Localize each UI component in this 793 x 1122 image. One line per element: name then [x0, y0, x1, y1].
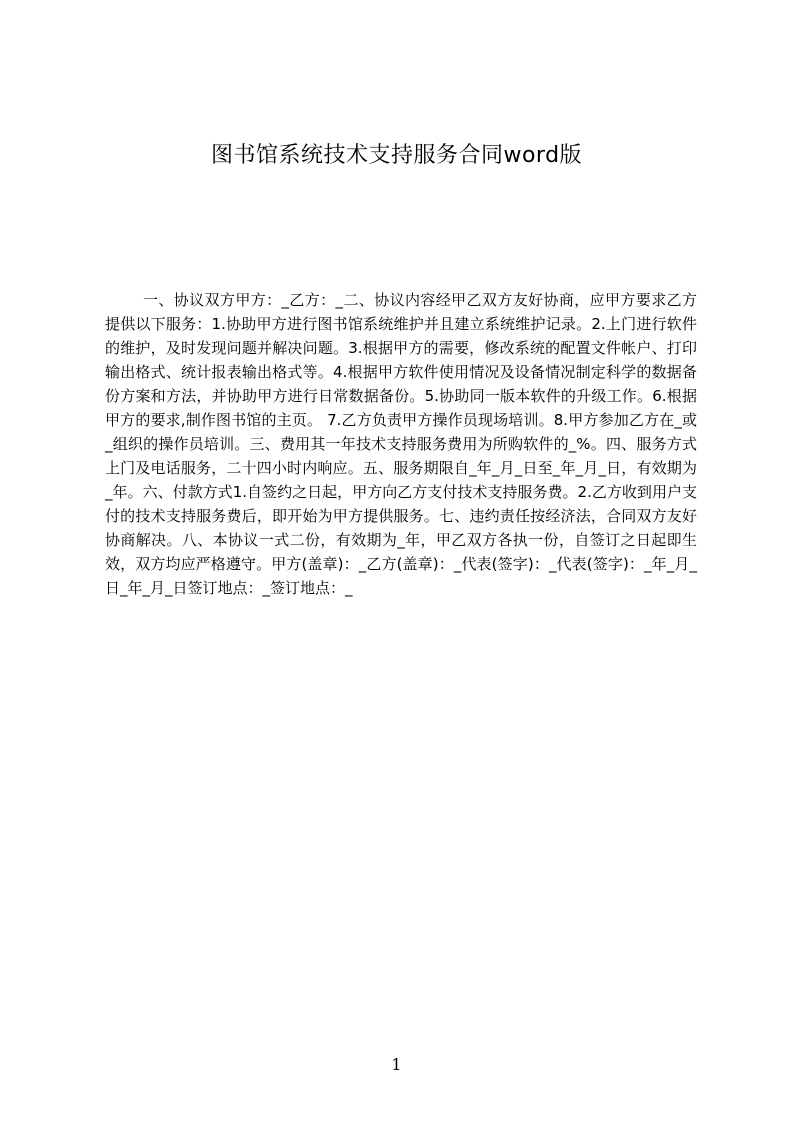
page-number: 1 [391, 1055, 402, 1074]
document-title: 图书馆系统技术支持服务合同word版 [210, 143, 583, 168]
contract-body: 一、协议双方甲方：_乙方：_二、协议内容经甲乙双方友好协商，应甲方要求乙方提供以下服务：1.协助甲方进行图书馆系统维护并且建立系统维护记录。2.上门进行软件的维护，及时发现问题并解决问题。3.根据甲方的需要，修改系统的配置文件帐户、打印输出格式、统计报表输出格式等。4.根据甲方软件使用情况及设备情况制定科学的数据备份方案和方法，并协助甲方进行日常数据备份。5.协助同一版本软件的升级工作。6.根据甲方的要求,制作图书馆的主页。 7.乙方负责甲方操作员现场培训。8.甲方参加乙方在_或_组织的操作员培训。三、费用其一年技术支持服务费用为所购软件的_%。四、服务方式上门及电话服务，二十四小时内响应。五、服务期限自_年_月_日至_年_月_日，有效期为_年。六、付款方式1.自签约之日起，甲方向乙方支付技术支持服务费。2.乙方收到用户支付的技术支持服务费后，即开始为甲方提供服务。七、违约责任按经济法，合同双方友好协商解决。八、本协议一式二份，有效期为_年，甲乙双方各执一份，自签订之日起即生效，双方均应严格遵守。甲方(盖章)：_乙方(盖章)：_代表(签字)：_代表(签字)：_年_月_日_年_月_日签订地点：_签订地点：_ [105, 291, 697, 597]
